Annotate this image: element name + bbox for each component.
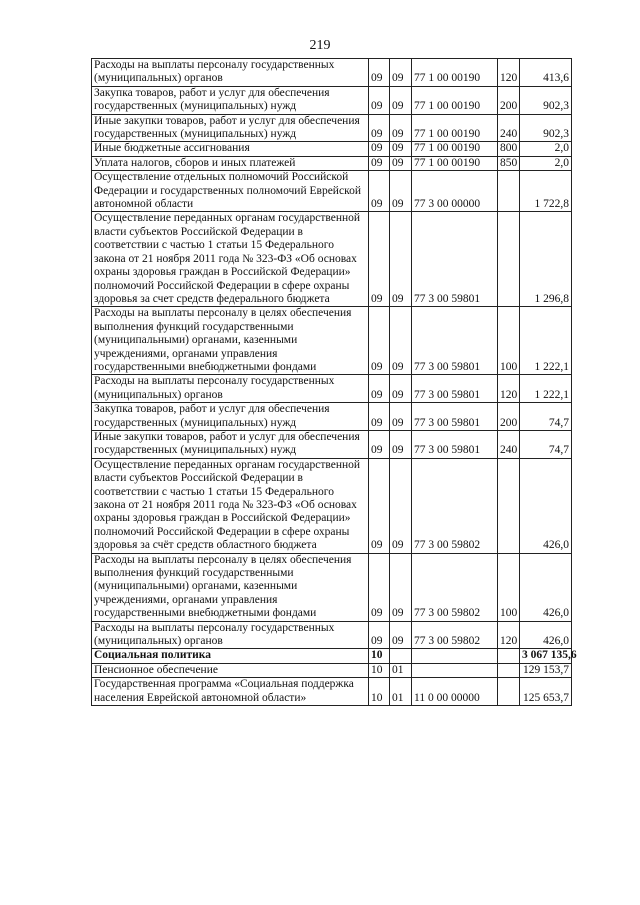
- table-row: [92, 621, 572, 649]
- subsection-code-cell: 09: [390, 86, 412, 114]
- item-name-cell: Государственная программа «Социальная поддержка населения Еврейской автономной области»: [92, 678, 369, 706]
- expense-type-cell: [498, 649, 520, 663]
- target-article-cell: [412, 649, 498, 663]
- amount-cell: 2,0: [520, 156, 572, 170]
- amount-cell: 1 222,1: [520, 307, 572, 375]
- subsection-code-cell: 01: [390, 663, 412, 677]
- section-code-cell: 09: [369, 59, 390, 87]
- expense-type-cell: 120: [498, 621, 520, 649]
- target-article-cell: 77 1 00 00190: [412, 59, 498, 87]
- expense-type-cell: [498, 458, 520, 553]
- expense-type-cell: 120: [498, 59, 520, 87]
- subsection-code-cell: 09: [390, 403, 412, 431]
- expense-type-cell: 100: [498, 307, 520, 375]
- budget-table: [91, 58, 577, 706]
- target-article-cell: [412, 663, 498, 677]
- subsection-code-cell: 01: [390, 678, 412, 706]
- expense-type-cell: 850: [498, 156, 520, 170]
- item-name-cell: Расходы на выплаты персоналу государственных (муниципальных) органов: [92, 621, 369, 649]
- amount-cell: 3 067 135,6: [520, 649, 572, 663]
- table-row: [92, 142, 572, 156]
- table-row: [92, 156, 572, 170]
- item-name-cell: Расходы на выплаты персоналу государственных (муниципальных) органов: [92, 59, 369, 87]
- expense-type-cell: [498, 212, 520, 307]
- item-name-cell: Социальная политика: [92, 649, 369, 663]
- target-article-cell: 77 3 00 00000: [412, 171, 498, 212]
- amount-cell: 426,0: [520, 621, 572, 649]
- expense-type-cell: [498, 663, 520, 677]
- amount-cell: 413,6: [520, 59, 572, 87]
- subsection-code-cell: 09: [390, 156, 412, 170]
- table-row: [92, 649, 572, 663]
- item-name-cell: Закупка товаров, работ и услуг для обеспечения государственных (муниципальных) нужд: [92, 86, 369, 114]
- table-row: [92, 171, 572, 212]
- subsection-code-cell: 09: [390, 307, 412, 375]
- amount-cell: 1 222,1: [520, 375, 572, 403]
- table-row: [92, 403, 572, 431]
- section-code-cell: 09: [369, 142, 390, 156]
- expense-type-cell: 100: [498, 553, 520, 621]
- amount-cell: 1 722,8: [520, 171, 572, 212]
- item-name-cell: Осуществление отдельных полномочий Российской Федерации и государственных полномочий Еврейской автономной области: [92, 171, 369, 212]
- table-row: [92, 678, 572, 706]
- amount-cell: 1 296,8: [520, 212, 572, 307]
- item-name-cell: Иные закупки товаров, работ и услуг для обеспечения государственных (муниципальных) нужд: [92, 114, 369, 142]
- amount-cell: 74,7: [520, 403, 572, 431]
- expense-type-cell: 200: [498, 86, 520, 114]
- item-name-cell: Иные бюджетные ассигнования: [92, 142, 369, 156]
- section-code-cell: 09: [369, 171, 390, 212]
- item-name-cell: Осуществление переданных органам государственной власти субъектов Российской Федерации в соответствии с частью 1 статьи 15 Федерального закона от 21 ноября 2011 года № 323-ФЗ «Об основах охраны здоровья граждан в Российской Федерации» полномочий Российской Федерации в сфере охраны здоровья за счет средств федерального бюджета: [92, 212, 369, 307]
- item-name-cell: Расходы на выплаты персоналу в целях обеспечения выполнения функций государственными (муниципальными) органами, казенными учреждениями, органами управления государственными внебюджетными фондами: [92, 553, 369, 621]
- table-row: [92, 114, 572, 142]
- subsection-code-cell: 09: [390, 59, 412, 87]
- item-name-cell: Осуществление переданных органам государственной власти субъектов Российской Федерации в соответствии с частью 1 статьи 15 Федерального закона от 21 ноября 2011 года № 323-ФЗ «Об основах охраны здоровья граждан в Российской Федерации» полномочий Российской Федерации в сфере охраны здоровья за счёт средств областного бюджета: [92, 458, 369, 553]
- section-code-cell: 09: [369, 403, 390, 431]
- item-name-cell: Расходы на выплаты персоналу в целях обеспечения выполнения функций государственными (муниципальными) органами, казенными учреждениями, органами управления государственными внебюджетными фондами: [92, 307, 369, 375]
- section-code-cell: 09: [369, 458, 390, 553]
- section-code-cell: 10: [369, 649, 390, 663]
- expense-type-cell: 120: [498, 375, 520, 403]
- target-article-cell: 77 3 00 59801: [412, 375, 498, 403]
- expense-type-cell: 800: [498, 142, 520, 156]
- table-row: [92, 212, 572, 307]
- table-row: [92, 553, 572, 621]
- subsection-code-cell: 09: [390, 621, 412, 649]
- item-name-cell: Уплата налогов, сборов и иных платежей: [92, 156, 369, 170]
- amount-cell: 426,0: [520, 458, 572, 553]
- table-row: [92, 307, 572, 375]
- table-row: [92, 59, 572, 87]
- target-article-cell: 77 1 00 00190: [412, 86, 498, 114]
- subsection-code-cell: 09: [390, 171, 412, 212]
- item-name-cell: Пенсионное обеспечение: [92, 663, 369, 677]
- amount-cell: 902,3: [520, 86, 572, 114]
- target-article-cell: 77 3 00 59801: [412, 430, 498, 458]
- section-code-cell: 09: [369, 212, 390, 307]
- target-article-cell: 11 0 00 00000: [412, 678, 498, 706]
- subsection-code-cell: 09: [390, 458, 412, 553]
- target-article-cell: 77 3 00 59802: [412, 553, 498, 621]
- subsection-code-cell: 09: [390, 430, 412, 458]
- table-row: [92, 375, 572, 403]
- page-number: 219: [309, 38, 331, 53]
- target-article-cell: 77 1 00 00190: [412, 156, 498, 170]
- subsection-code-cell: 09: [390, 212, 412, 307]
- amount-cell: 902,3: [520, 114, 572, 142]
- table-row: [92, 458, 572, 553]
- item-name-cell: Закупка товаров, работ и услуг для обеспечения государственных (муниципальных) нужд: [92, 403, 369, 431]
- section-code-cell: 09: [369, 621, 390, 649]
- expense-type-cell: 240: [498, 430, 520, 458]
- expense-type-cell: [498, 678, 520, 706]
- expense-type-cell: [498, 171, 520, 212]
- amount-cell: 426,0: [520, 553, 572, 621]
- amount-cell: 2,0: [520, 142, 572, 156]
- section-code-cell: 10: [369, 678, 390, 706]
- table-row: [92, 86, 572, 114]
- subsection-code-cell: [390, 649, 412, 663]
- subsection-code-cell: 09: [390, 375, 412, 403]
- target-article-cell: 77 3 00 59802: [412, 458, 498, 553]
- subsection-code-cell: 09: [390, 142, 412, 156]
- section-code-cell: 09: [369, 86, 390, 114]
- amount-cell: 125 653,7: [520, 678, 572, 706]
- amount-cell: 74,7: [520, 430, 572, 458]
- subsection-code-cell: 09: [390, 553, 412, 621]
- target-article-cell: 77 3 00 59801: [412, 307, 498, 375]
- section-code-cell: 10: [369, 663, 390, 677]
- subsection-code-cell: 09: [390, 114, 412, 142]
- section-code-cell: 09: [369, 430, 390, 458]
- target-article-cell: 77 1 00 00190: [412, 142, 498, 156]
- expense-type-cell: 240: [498, 114, 520, 142]
- target-article-cell: 77 1 00 00190: [412, 114, 498, 142]
- target-article-cell: 77 3 00 59802: [412, 621, 498, 649]
- section-code-cell: 09: [369, 307, 390, 375]
- item-name-cell: Расходы на выплаты персоналу государственных (муниципальных) органов: [92, 375, 369, 403]
- section-code-cell: 09: [369, 156, 390, 170]
- expense-type-cell: 200: [498, 403, 520, 431]
- budget-table-body: [92, 59, 577, 706]
- table-row: [92, 663, 572, 677]
- item-name-cell: Иные закупки товаров, работ и услуг для обеспечения государственных (муниципальных) нужд: [92, 430, 369, 458]
- amount-cell: 129 153,7: [520, 663, 572, 677]
- section-code-cell: 09: [369, 375, 390, 403]
- table-row: [92, 430, 572, 458]
- target-article-cell: 77 3 00 59801: [412, 212, 498, 307]
- section-code-cell: 09: [369, 114, 390, 142]
- section-code-cell: 09: [369, 553, 390, 621]
- target-article-cell: 77 3 00 59801: [412, 403, 498, 431]
